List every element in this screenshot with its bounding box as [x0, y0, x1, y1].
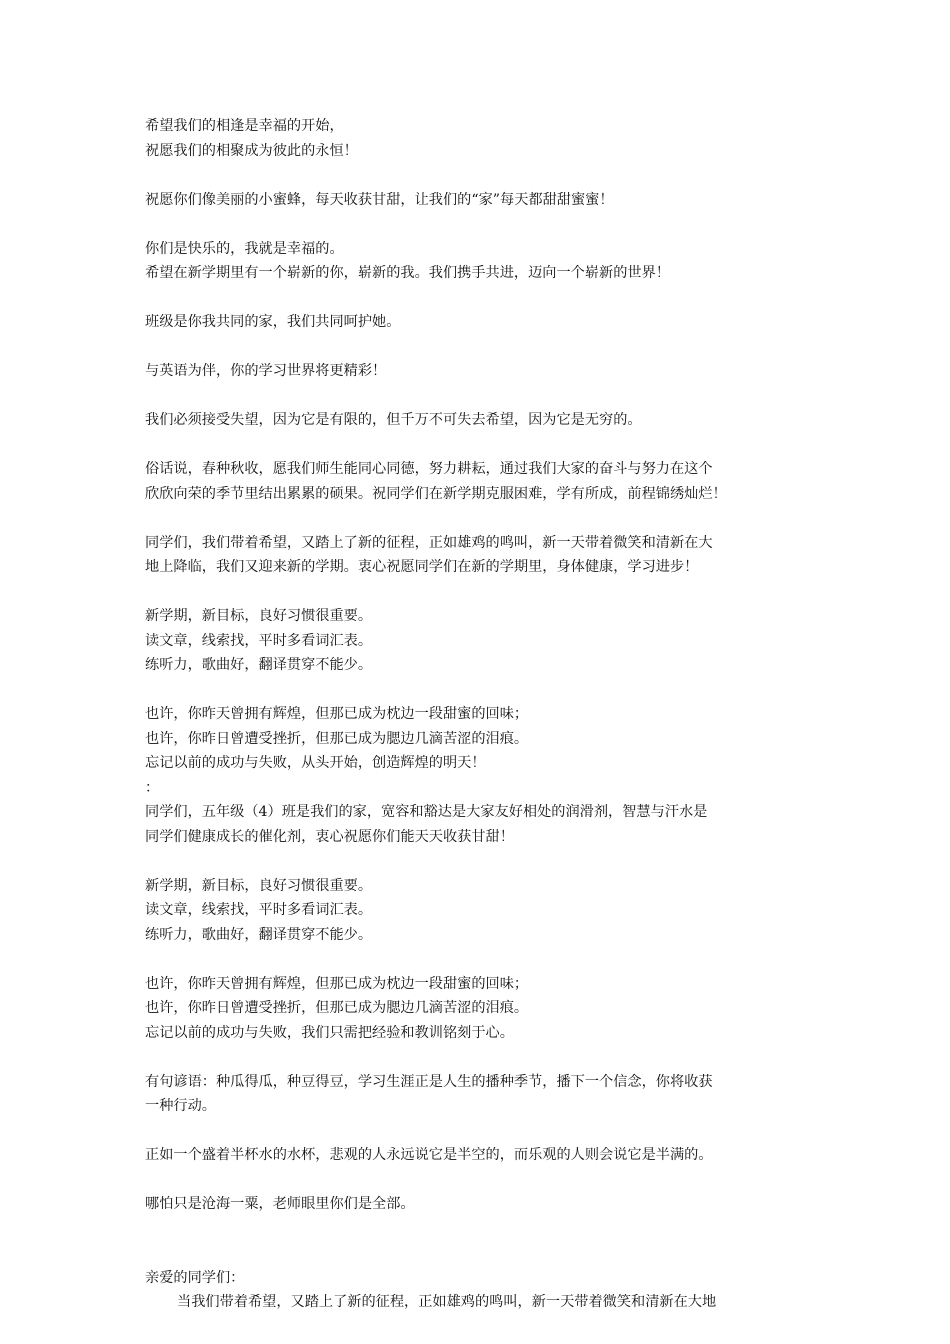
paragraph	[145, 604, 820, 678]
text-line: 一种行动。	[145, 1098, 216, 1114]
text-line: 忘记以前的成功与失败，我们只需把经验和教训铭刻于心。	[145, 1024, 514, 1041]
paragraph	[145, 408, 820, 433]
text-line: 也许，你昨日曾遭受挫折，但那已成为腮边几滴苦涩的泪痕。	[145, 730, 529, 747]
text-line: 俗话说，春种秋收，愿我们师生能同心同德，努力耕耘，通过我们大家的奋斗与努力在这个	[145, 461, 713, 477]
text-line: 欣欣向荣的季节里结出累累的硕果。祝同学们在新学期克服困难，学有所成，前程锦绣灿烂！	[145, 485, 727, 502]
paragraph	[145, 874, 820, 948]
text-line: 希望我们的相逢是幸福的开始，	[145, 118, 344, 134]
paragraph	[145, 1143, 820, 1168]
text-line: 祝愿我们的相聚成为彼此的永恒！	[145, 142, 358, 159]
text-line: 读文章，线索找，平时多看词汇表。	[145, 632, 373, 649]
text-line: 忘记以前的成功与失败，从头开始，创造辉煌的明天！	[145, 755, 486, 771]
paragraph	[145, 310, 820, 335]
text-line: 正如一个盛着半杯水的水杯，悲观的人永远说它是半空的，而乐观的人则会说它是半满的。	[145, 1147, 713, 1163]
text-line: 祝愿你们像美丽的小蜜蜂，每天收获甘甜，让我们的“家”每天都甜甜蜜蜜！	[145, 191, 614, 208]
text-line: 读文章，线索找，平时多看词汇表。	[145, 902, 373, 918]
text-line: ：	[145, 779, 160, 796]
letter	[145, 1266, 820, 1315]
text-line: 你们是快乐的，我就是幸福的。	[145, 240, 344, 257]
text-line: 同学们，我们带着希望，又踏上了新的征程，正如雄鸡的鸣叫，新一天带着微笑和清新在大	[145, 534, 713, 551]
text-line: 也许，你昨天曾拥有辉煌，但那已成为枕边一段甜蜜的回味；	[145, 706, 529, 722]
text-line: 哪怕只是沧海一粟，老师眼里你们是全部。	[145, 1196, 415, 1212]
paragraph	[145, 188, 820, 213]
paragraph	[145, 972, 820, 1046]
text-line: 希望在新学期里有一个崭新的你，崭新的我。我们携手共进，迈向一个崭新的世界！	[145, 265, 670, 281]
blank-line	[145, 1241, 820, 1266]
paragraph	[145, 1192, 820, 1217]
text-line: 也许，你昨日曾遭受挫折，但那已成为腮边几滴苦涩的泪痕。	[145, 1000, 529, 1016]
paragraph	[145, 237, 820, 286]
text-line: 新学期，新目标，良好习惯很重要。	[145, 608, 373, 624]
text-line: 练听力，歌曲好，翻译贯穿不能少。	[145, 926, 373, 943]
text-line: 同学们，五年级（4）班是我们的家，宽容和豁达是大家友好相处的润滑剂，智慧与汗水是	[145, 804, 708, 820]
paragraph	[145, 1070, 820, 1119]
paragraph	[145, 359, 820, 384]
paragraph	[145, 702, 820, 849]
text-line: 地上降临，我们又迎来新的学期。衷心祝愿同学们在新的学期里，身体健康，学习进步！	[145, 559, 699, 575]
text-line: 新学期，新目标，良好习惯很重要。	[145, 877, 373, 894]
text-line: 也许，你昨天曾拥有辉煌，但那已成为枕边一段甜蜜的回味；	[145, 975, 529, 992]
paragraph	[145, 457, 820, 506]
letter-salutation: 亲爱的同学们：	[145, 1269, 245, 1286]
paragraph	[145, 531, 820, 580]
letter-body-line: 当我们带着希望，又踏上了新的征程，正如雄鸡的鸣叫，新一天带着微笑和清新在大地	[177, 1294, 717, 1310]
text-line: 与英语为伴，你的学习世界将更精彩！	[145, 363, 387, 379]
text-line: 有句谚语：种瓜得瓜，种豆得豆，学习生涯正是人生的播种季节，播下一个信念，你将收获	[145, 1073, 713, 1090]
text-line: 同学们健康成长的催化剂，衷心祝愿你们能天天收获甘甜！	[145, 828, 514, 845]
text-line: 班级是你我共同的家，我们共同呵护她。	[145, 314, 401, 330]
text-line: 我们必须接受失望，因为它是有限的，但千万不可失去希望，因为它是无穷的。	[145, 412, 642, 428]
text-line: 练听力，歌曲好，翻译贯穿不能少。	[145, 657, 373, 673]
paragraph	[145, 114, 820, 163]
document-body	[145, 114, 820, 1315]
